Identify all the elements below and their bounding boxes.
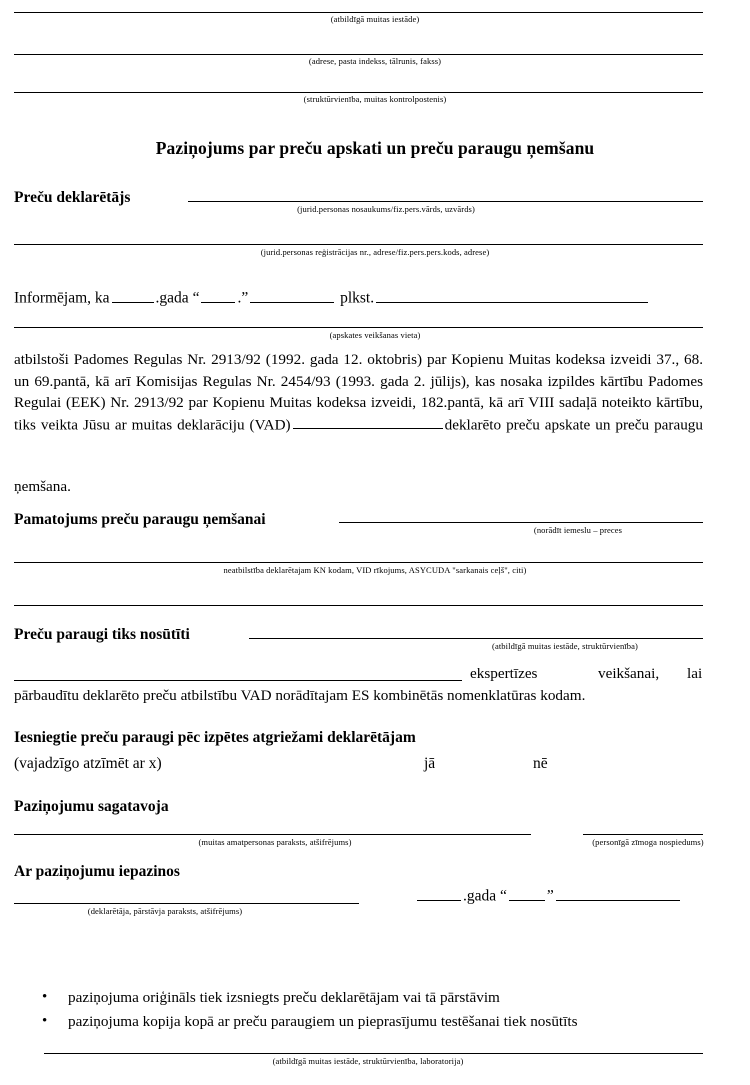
vad-number-blank[interactable] [293,414,443,429]
list-item [42,1010,577,1034]
sending-rule-1 [249,638,703,639]
inform-place-caption: (apskates veikšanas vieta) [329,330,421,340]
reason-rule-2 [14,562,703,563]
prepared-by-signature-rule[interactable] [14,834,531,835]
inform-quote-close: .” [237,289,249,307]
legal-paragraph-text-1: atbilstoši Padomes Regulas Nr. 2913/92 (1992. gada 12. oktobris) par Kopienu Muitas kodeksa izveidi 37., 68. un 69.pantā, kā arī Komisijas Regulas Nr. 2454/93 (1993. gada 2. jūlijs), kas nosaka izpildes kārtību Padomes Regulai (EEK) Nr. 2913/92 par Kopienu Muitas kodeksa izveidi, 182.pantā, kā arī VIII sadaļā noteikto kārtību, tiks veikta Jūsu ar muitas deklarāciju (VAD) [14,351,703,433]
bullet-icon: • [42,1013,48,1029]
reason-rule-1 [339,522,703,523]
inform-lead: Informējam, ka [14,289,110,307]
return-option-yes[interactable]: jā [424,755,436,772]
footer-rule [44,1053,703,1054]
acknowledge-quote-open: “ [500,887,507,905]
inform-year-suffix: .gada [155,289,189,307]
inform-quote-open: “ [192,289,200,307]
list-item [42,986,577,1010]
inform-time-label: plkst. [340,289,375,307]
return-option-no[interactable]: nē [533,755,548,772]
legal-paragraph-text-3: ņemšana. [14,478,71,495]
prepared-by-heading: Paziņojumu sagatavoja [14,798,169,815]
inform-day-blank[interactable] [201,287,235,303]
header-rule-1 [14,12,703,13]
return-instruction: (vajadzīgo atzīmēt ar x) [14,755,162,772]
sending-rule-2[interactable] [14,680,462,681]
inform-year-blank[interactable] [112,287,154,303]
inform-month-blank[interactable] [250,287,334,303]
acknowledge-signature-caption: (deklarētāja, pārstāvja paraksts, atšifrējums) [87,906,243,916]
acknowledge-month-blank[interactable] [556,885,680,901]
reason-rule-3 [14,605,703,606]
declarant-name-caption: (jurid.personas nosaukums/fiz.pers.vārds, uzvārds) [297,204,475,214]
header-caption-3: (struktūrvienība, muitas kontrolpostenis) [303,94,447,104]
list-item-label: paziņojuma kopija kopā ar preču paraugiem un pieprasījumu testēšanai tiek nosūtīts [68,1013,578,1030]
return-heading: Iesniegtie preču paraugi pēc izpētes atgriežami deklarētājam [14,729,416,746]
reason-label: Pamatojums preču paraugu ņemšanai [14,511,266,528]
acknowledge-signature-rule[interactable] [14,903,359,904]
inform-time-blank[interactable] [376,287,648,303]
declarant-label: Preču deklarētājs [14,189,131,206]
footer-bullet-list [42,986,577,1034]
prepared-by-stamp-rule[interactable] [583,834,703,835]
declarant-reg-rule [14,244,703,245]
declarant-name-rule [188,201,703,202]
sending-word-veiksanai: veikšanai, [598,665,660,682]
reason-caption-1: (norādīt iemeslu – preces [533,525,623,535]
list-item-label: paziņojuma oriģināls tiek izsniegts preču deklarētājam vai tā pārstāvim [68,989,500,1006]
prepared-by-signature-caption: (muitas amatpersonas paraksts, atšifrējums) [198,837,352,847]
legal-paragraph-text-2: deklarēto preču apskate un preču paraugu [444,415,703,433]
header-rule-2 [14,54,703,55]
inform-place-rule [14,327,703,328]
declarant-reg-caption: (jurid.personas reģistrācijas nr., adrese/fiz.pers.pers.kods, adrese) [260,247,490,257]
footer-caption: (atbildīgā muitas iestāde, struktūrvienība, laboratorija) [272,1056,464,1066]
reason-caption-2: neatbilstība deklarētajam KN kodam, VID rīkojums, ASYCUDA "sarkanais ceļš", citi) [223,565,527,575]
prepared-by-stamp-caption: (personīgā zīmoga nospiedums) [592,837,704,847]
acknowledge-year-suffix: .gada [463,887,497,905]
legal-paragraph [14,349,703,457]
page-title: Paziņojums par preču apskati un preču paraugu ņemšanu [155,138,595,158]
bullet-icon: • [42,989,48,1005]
acknowledge-heading: Ar paziņojumu iepazinos [14,863,180,880]
sending-word-ekspertizes: ekspertīzes [470,665,538,682]
sending-word-lai: lai [687,665,703,682]
sending-caption: (atbildīgā muitas iestāde, struktūrvienība) [492,641,638,651]
acknowledge-day-blank[interactable] [509,885,545,901]
header-rule-3 [14,92,703,93]
acknowledge-quote-close: ” [546,887,554,905]
sending-label: Preču paraugi tiks nosūtīti [14,626,190,643]
header-caption-1: (atbildīgā muitas iestāde) [330,14,420,24]
acknowledge-year-blank[interactable] [417,885,461,901]
acknowledge-date-line [415,885,682,906]
header-caption-2: (adrese, pasta indekss, tālrunis, fakss) [308,56,442,66]
sending-text-line2: pārbaudītu deklarēto preču atbilstību VAD norādītajam ES kombinētās nomenklatūras kodam. [14,687,586,704]
inform-line [14,287,650,308]
